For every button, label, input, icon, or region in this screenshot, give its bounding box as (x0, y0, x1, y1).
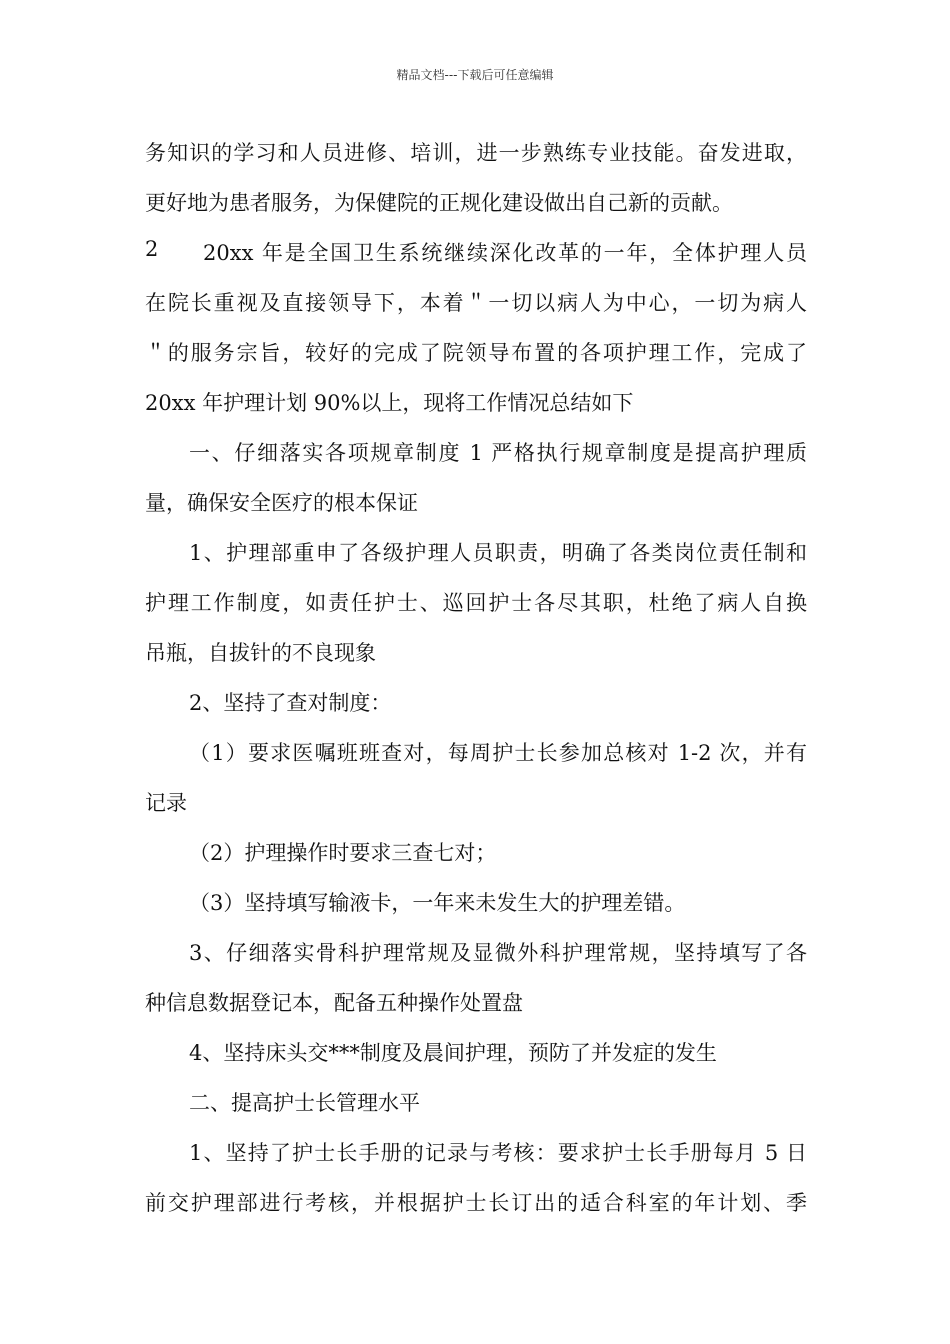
body-line: 4、坚持床头交***制度及晨间护理，预防了并发症的发生 (189, 1041, 717, 1065)
heading-line: 二、提高护士长管理水平 (189, 1091, 420, 1115)
body-line: 更好地为患者服务，为保健院的正规化建设做出自己新的贡献。 (145, 191, 733, 215)
body-line: 务知识的学习和人员进修、培训，进一步熟练专业技能。奋发进取， (145, 141, 807, 165)
body-line: 吊瓶，自拔针的不良现象 (145, 641, 376, 665)
section-number: 2 (145, 237, 159, 261)
body-line: （1）要求医嘱班班查对，每周护士长参加总核对 1-2 次，并有 (189, 741, 807, 765)
body-line: 在院长重视及直接领导下，本着＂一切以病人为中心，一切为病人 (145, 291, 807, 315)
body-line: 2、坚持了查对制度： (189, 691, 392, 715)
body-line: 种信息数据登记本，配备五种操作处置盘 (145, 991, 523, 1015)
body-line: 量，确保安全医疗的根本保证 (145, 491, 418, 515)
body-line: 记录 (145, 791, 187, 815)
page-header: 精品文档---下载后可任意编辑 (396, 68, 554, 82)
body-line: 3、仔细落实骨科护理常规及显微外科护理常规，坚持填写了各 (189, 941, 807, 965)
body-line: （2）护理操作时要求三查七对； (189, 841, 497, 865)
body-line: 1、护理部重申了各级护理人员职责，明确了各类岗位责任制和 (189, 541, 807, 565)
body-line: （3）坚持填写输液卡，一年来未发生大的护理差错。 (189, 891, 686, 915)
body-line: 1、坚持了护士长手册的记录与考核：要求护士长手册每月 5 日 (189, 1141, 807, 1165)
heading-line: 一、仔细落实各项规章制度 1 严格执行规章制度是提高护理质 (189, 441, 807, 465)
body-line: 前交护理部进行考核，并根据护士长订出的适合科室的年计划、季 (145, 1191, 807, 1215)
body-line: ＂的服务宗旨，较好的完成了院领导布置的各项护理工作，完成了 (145, 341, 807, 365)
body-line: 20xx 年是全国卫生系统继续深化改革的一年，全体护理人员 (203, 241, 807, 265)
body-line: 护理工作制度，如责任护士、巡回护士各尽其职，杜绝了病人自换 (145, 591, 807, 615)
body-line: 20xx 年护理计划 90%以上，现将工作情况总结如下 (145, 391, 634, 415)
